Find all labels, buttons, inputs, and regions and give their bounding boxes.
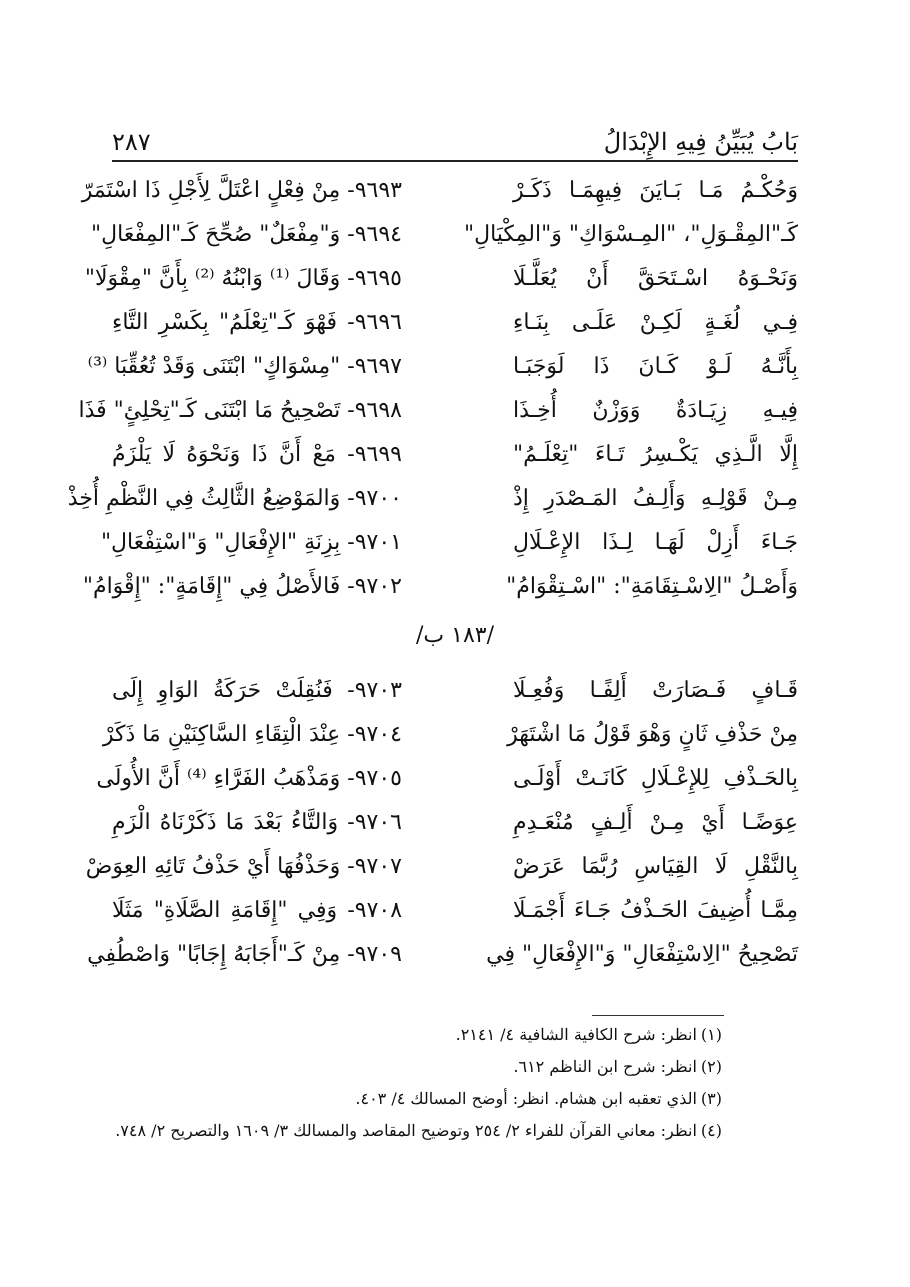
verse-row — [78, 388, 798, 432]
verse-first-text: فَنُقِلَتْ حَرَكَةُ الوَاوِ إِلَى — [112, 677, 333, 703]
verse-row — [67, 476, 798, 520]
verse-first-hemistich — [87, 353, 402, 379]
verse-row — [112, 432, 798, 476]
footnote-text: انظر: معاني القرآن للفراء ٢/ ٢٥٤ وتوضيح المقاصد والمسالك ٣/ ١٦٠٩ والتصريح ٢/ ٧٤٨. — [115, 1120, 697, 1140]
verse-second-hemistich: عِوَضًـا أَيْ مِـنْ أَلِـفٍ مُنْعَـدِمِ — [513, 809, 798, 835]
verse-row — [81, 168, 798, 212]
verse-first-text: وَالمَوْضِعُ الثَّالِثُ فِي النَّظْمِ أُخِذْ — [67, 485, 341, 511]
verse-number: ٩٧٠٦- — [347, 809, 402, 835]
verse-number: ٩٧٠٢- — [347, 573, 402, 599]
page-number: ٢٨٧ — [112, 128, 151, 156]
verse-first-hemistich — [67, 485, 402, 511]
verse-second-hemistich: بِالنَّقْلِ لَا القِيَاسِ رُبَّمَا عَرَضْ — [513, 853, 798, 879]
verse-row — [112, 300, 798, 344]
footnote-text: الذي تعقبه ابن هشام. انظر: أوضح المسالك ٤/ ٤٠٣. — [355, 1088, 697, 1108]
folio-marker: /١٨٣ ب/ — [416, 623, 494, 648]
verse-first-hemistich — [84, 265, 402, 291]
verse-number: ٩٧٠٠- — [347, 485, 402, 511]
verse-row — [112, 800, 798, 844]
verse-row — [102, 712, 798, 756]
verse-second-hemistich: فِـي لُغَـةٍ لَكِـنْ عَلَـى بِنَـاءِ — [513, 309, 798, 335]
verse-first-hemistich — [112, 678, 402, 703]
verse-first-hemistich — [91, 221, 402, 247]
verse-first-hemistich — [112, 810, 402, 835]
verse-second-hemistich: فِيـهِ زِيَـادَةٌ وَوَزْنٌ أُخِـذَا — [513, 397, 798, 423]
verse-first-hemistich — [112, 898, 402, 923]
verse-row — [85, 844, 798, 888]
verse-row — [87, 932, 798, 976]
verse-number: ٩٧٠١- — [347, 529, 402, 555]
footnote-mark: (٤) — [700, 1120, 722, 1140]
footnote-divider — [592, 1015, 724, 1016]
verse-number: ٩٦٩٩- — [347, 441, 402, 467]
verse-second-hemistich: تَصْحِيحُ "الِاسْتِفْعَالِ" وَ"الإِفْعَالِ" فِي — [486, 941, 798, 967]
verse-number: ٩٧٠٥- — [347, 765, 402, 791]
verse-first-hemistich — [112, 310, 402, 335]
verse-first-text: مِنْ فِعْلٍ اعْتَلَّ لِأَجْلِ ذَا اسْتَمَرّ — [81, 177, 341, 203]
verse-first-text: وَمَذْهَبُ الفَرَّاءِ ⁽⁴⁾ أَنَّ الأُولَى — [96, 765, 341, 791]
verse-row — [96, 756, 798, 800]
footnote — [513, 1052, 722, 1080]
verse-number: ٩٧٠٩- — [347, 941, 402, 967]
verse-first-hemistich — [78, 397, 402, 423]
verse-first-hemistich — [81, 177, 402, 203]
verse-first-text: "مِسْوَاكٍ" ابْتَنَى وَقَدْ تُعُقِّبَا ⁽³⁾ — [87, 353, 341, 379]
verse-second-hemistich: إِلَّا الَّـذِي يَكْـسِرُ تَـاءَ "تِعْلَـمُ" — [513, 441, 798, 467]
footnote — [355, 1084, 722, 1112]
verse-first-text: وَحَذْفُهَا أَيْ حَذْفُ تَائِهِ العِوَضْ — [85, 853, 341, 879]
verse-number: ٩٦٩٣- — [347, 177, 402, 203]
footnote-mark: (٢) — [700, 1056, 722, 1076]
verse-row — [100, 520, 798, 564]
verse-first-hemistich — [102, 721, 402, 747]
verse-number: ٩٦٩٤- — [347, 221, 402, 247]
verse-first-text: تَصْحِيحُ مَا ابْتَنَى كَـ"تِحْلِئٍ" فَذَا — [78, 397, 341, 423]
verse-first-text: فَهْوَ كَـ"تِعْلَمُ" بِكَسْرِ التَّاءِ — [112, 309, 338, 335]
footnote — [115, 1116, 722, 1144]
verse-second-hemistich: بِأَنَّـهُ لَـوْ كَـانَ ذَا لَوَجَبَـا — [513, 353, 798, 379]
verse-second-hemistich: قَـافٍ فَـصَارَتْ أَلِفًـا وَفُعِـلَا — [513, 677, 798, 703]
verse-first-text: فَالأَصْلُ فِي "إِقَامَةٍ": "إِقْوَامُ" — [82, 573, 341, 599]
verse-first-hemistich — [87, 941, 402, 967]
verse-row — [87, 344, 798, 388]
verse-first-text: وَالتَّاءُ بَعْدَ مَا ذَكَرْنَاهُ الْزَمِ — [112, 809, 339, 835]
verse-row — [84, 256, 798, 300]
verse-row — [82, 564, 798, 608]
footnote-text: انظر: شرح ابن الناظم ٦١٢. — [513, 1056, 697, 1076]
verse-second-hemistich: كَـ"المِقْـوَلِ"، "المِـسْوَاكِ" وَ"المِكْيَالِ" — [463, 221, 798, 247]
verse-number: ٩٧٠٨- — [347, 897, 403, 923]
verse-row — [112, 888, 798, 932]
footnote-mark: (٣) — [700, 1088, 722, 1108]
verse-row — [91, 212, 798, 256]
verse-first-text: وَفِي "إِقَامَةِ الصَّلَاةِ" مَثَلَا — [112, 897, 338, 923]
verse-number: ٩٧٠٤- — [347, 721, 402, 747]
verse-second-hemistich: بِالحَـذْفِ لِلإِعْـلَالِ كَانَـتْ أَوْلَـى — [513, 765, 798, 791]
verse-number: ٩٦٩٧- — [347, 353, 402, 379]
header-divider — [112, 160, 798, 162]
verse-first-text: مِنْ كَـ"أَجَابَهُ إِجَابًا" وَاصْطُفِي — [87, 941, 341, 967]
verse-second-hemistich: وَأَصْـلُ "الِاسْـتِقَامَةِ": "اسْـتِقْوَامُ" — [506, 573, 798, 599]
verse-first-hemistich — [96, 765, 402, 791]
verse-second-hemistich: وَنَحْـوَهُ اسْـتَحَقَّ أَنْ يُعَلَّـلَا — [513, 265, 798, 291]
verse-first-hemistich — [82, 573, 402, 599]
verse-second-hemistich: جَـاءَ أَزِلْ لَهَـا لِـذَا الإِعْـلَالِ — [513, 529, 798, 555]
verse-first-hemistich — [85, 853, 402, 879]
verse-second-hemistich: مِنْ حَذْفِ ثَانٍ وَهْوَ قَوْلُ مَا اشْتَهَرْ — [507, 721, 798, 747]
verse-first-text: مَعْ أَنَّ ذَا وَنَحْوَهُ لَا يَلْزَمُ — [112, 441, 336, 467]
verse-first-hemistich — [100, 529, 402, 555]
verse-second-hemistich: مِـنْ قَوْلِـهِ وَأَلِـفُ المَـصْدَرِ إِذْ — [513, 485, 798, 511]
verse-first-text: وَ"مِفْعَلٌ" صُحِّحَ كَـ"المِفْعَالِ" — [91, 221, 341, 247]
verse-number: ٩٧٠٣- — [347, 677, 402, 703]
verse-second-hemistich: مِمَّـا أُضِيفَ الحَـذْفُ جَـاءَ أَجْمَـلَا — [513, 897, 798, 923]
footnote-text: انظر: شرح الكافية الشافية ٤/ ٢١٤١. — [455, 1024, 697, 1044]
verse-row — [112, 668, 798, 712]
verse-first-text: بِزِنَةِ "الإِفْعَالِ" وَ"اسْتِفْعَالِ" — [100, 529, 341, 555]
footnote-mark: (١) — [700, 1024, 722, 1044]
verse-number: ٩٧٠٧- — [347, 853, 402, 879]
footnote — [456, 1020, 722, 1048]
page-header — [112, 118, 798, 156]
chapter-title: بَابُ يُبَيِّنُ فِيهِ الإِبْدَالُ — [603, 128, 798, 156]
verse-number: ٩٦٩٨- — [347, 397, 402, 423]
verse-first-text: وَقَالَ ⁽¹⁾ وَابْنُهُ ⁽²⁾ بِأَنَّ "مِقْوَلَا" — [84, 265, 341, 291]
verse-number: ٩٦٩٦- — [347, 309, 402, 335]
verse-second-hemistich: وَحُكْـمُ مَـا بَـايَنَ فِيهِمَـا ذَكَـرْ — [513, 177, 798, 203]
verse-first-text: عِنْدَ الْتِقَاءِ السَّاكِنَيْنِ مَا ذَكَرْ — [102, 721, 341, 747]
verse-number: ٩٦٩٥- — [347, 265, 402, 291]
verse-first-hemistich — [112, 442, 402, 467]
